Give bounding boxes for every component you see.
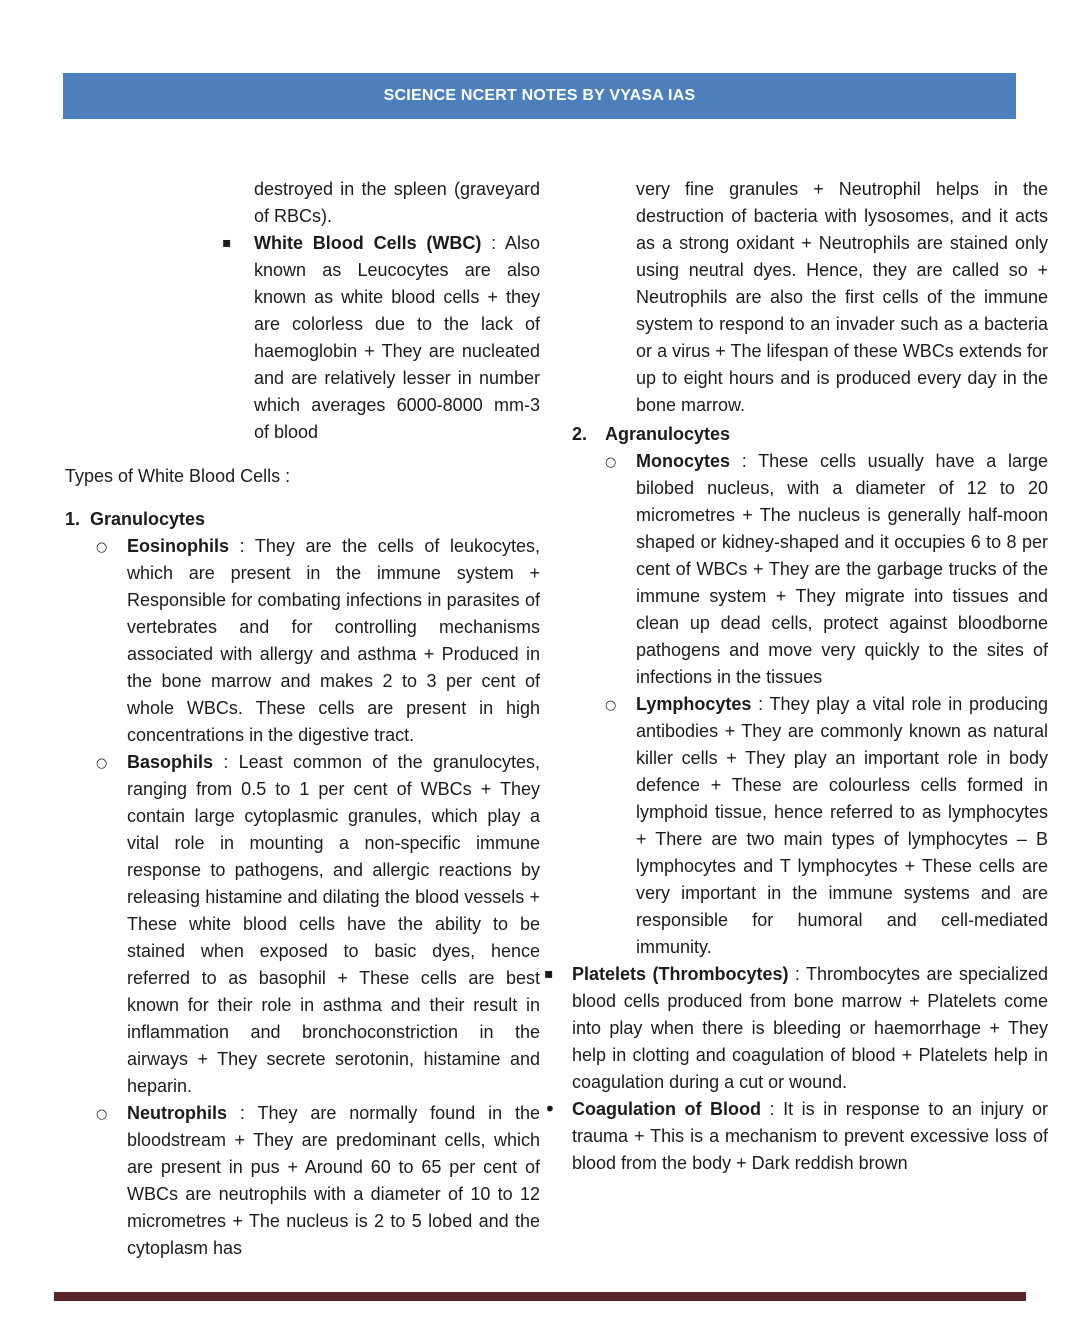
section-number: 1. [65,509,81,529]
term-description: : They are the cells of leukocytes, which are present in the immune system + Responsible for combating infections in parasites of vertebrates and for controlling mechanisms associated with allergy and asthma + Produced in the bone marrow and makes 2 to 3 per cent of whole WBCs. These cells are present in high concentrations in the digestive tract. [127,536,540,745]
bullet-item-basophils [65,749,540,1100]
text-columns [65,176,1048,1262]
bullet-item-neutrophils [65,1100,540,1262]
circle-bullet-icon: ○ [96,540,108,555]
term-description: : It is in response to an injury or trauma + This is a mechanism to prevent excessive loss of blood from the body + Dark reddish brown [572,1099,1048,1173]
term-label: White Blood Cells (WBC) [254,233,482,253]
bullet-item-monocytes [572,448,1048,691]
bullet-item-text [254,230,540,446]
term-description: : Least common of the granulocytes, ranging from 0.5 to 1 per cent of WBCs + They contain large cytoplasmic granules, which play a vital role in mounting a non-specific immune response to pathogens, and allergic reactions by releasing histamine and dilating the blood vessels + These white blood cells have the ability to be stained when exposed to basic dyes, hence referred to as basophil + These cells are best known for their role in asthma and their result in inflammation and bronchoconstriction in the airways + They secrete serotonin, histamine and heparin. [127,752,540,1096]
term-label: Neutrophils [127,1103,228,1123]
bullet-item-text [572,1096,1048,1177]
bullet-item-wbc [65,230,540,446]
section-label: Granulocytes [90,509,206,529]
term-label: Lymphocytes [636,694,752,714]
term-description: : Thrombocytes are specialized blood cells produced from bone marrow + Platelets come into play when there is bleeding or haemorrhage + They help in clotting and coagulation of blood + Platelets help in coagulation during a cut or wound. [572,964,1048,1092]
term-description: : Also known as Leucocytes are also known as white blood cells + they are colorless due to the lack of haemoglobin + They are nucleated and are relatively lesser in number which averages 6000-8000 mm-3 of blood [254,233,540,442]
continuation-item [572,176,1048,419]
right-column [544,176,1048,1262]
bullet-item-text [572,961,1048,1096]
term-description: : These cells usually have a large bilobed nucleus, with a diameter of 12 to 20 micrometres + The nucleus is generally half-moon shaped or kidney-shaped and it occupies 6 to 8 per cent of WBCs + They are the garbage trucks of the immune system + They migrate into tissues and clean up dead cells, protect against bloodborne pathogens and move very quickly to the sites of infections in the tissues [636,451,1048,687]
footer-rule-bar [54,1292,1026,1301]
section-number: 2. [572,424,588,444]
circle-bullet-icon: ○ [605,698,617,713]
left-column [65,176,540,1262]
continuation-paragraph: very fine granules + Neutrophil helps in the destruction of bacteria with lysosomes, and it acts as a strong oxidant + Neutrophils are stained only using neutral dyes. Hence, they are called so + Neutrophils are also the first cells of the immune system to respond to an invader such as a bacteria or a virus + The lifespan of these WBCs extends for up to eight hours and is produced every day in the bone marrow. [636,179,1048,415]
bullet-item-text [127,533,540,749]
term-label: Basophils [127,752,214,772]
bullet-item-lymphocytes [572,691,1048,961]
term-label: Platelets (Thrombocytes) [572,964,789,984]
square-bullet-icon: ▪ [222,235,232,251]
continuation-paragraph: destroyed in the spleen (graveyard of RBCs). [254,179,540,226]
square-bullet-icon: ▪ [544,966,554,982]
bullet-item-text [127,1100,540,1262]
term-label: Coagulation of Blood [572,1099,762,1119]
term-description: : They play a vital role in producing antibodies + They are commonly known as natural killer cells + They play an important role in body defence + These are colourless cells formed in lymphoid tissue, hence referred to as lymphocytes + There are two main types of lymphocytes – B lymphocytes and T lymphocytes + These cells are very important in the immune systems and are responsible for humoral and cell-mediated immunity. [636,694,1048,957]
circle-bullet-icon: ○ [96,756,108,771]
section-heading-granulocytes [65,506,540,533]
bullet-item-platelets [544,961,1048,1096]
bullet-item-text [636,691,1048,961]
section-label: Agranulocytes [605,424,731,444]
section-heading-agranulocytes [572,421,1048,448]
header-banner [63,73,1016,119]
circle-bullet-icon: ○ [96,1107,108,1122]
banner-title: SCIENCE NCERT NOTES BY VYASA IAS [383,87,696,104]
bullet-item-text [127,749,540,1100]
term-label: Monocytes [636,451,731,471]
term-description: : They are normally found in the bloodstream + They are predominant cells, which are present in pus + Around 60 to 65 per cent of WBCs are neutrophils with a diameter of 10 to 12 micrometres + The nucleus is 2 to 5 lobed and the cytoplasm has [127,1103,540,1258]
types-heading: Types of White Blood Cells : [65,466,291,486]
bullet-item-text [636,448,1048,691]
circle-bullet-icon: ○ [605,455,617,470]
round-bullet-icon: • [544,1097,556,1121]
bullet-item-eosinophils [65,533,540,749]
bullet-item-coagulation [544,1096,1048,1177]
term-label: Eosinophils [127,536,230,556]
